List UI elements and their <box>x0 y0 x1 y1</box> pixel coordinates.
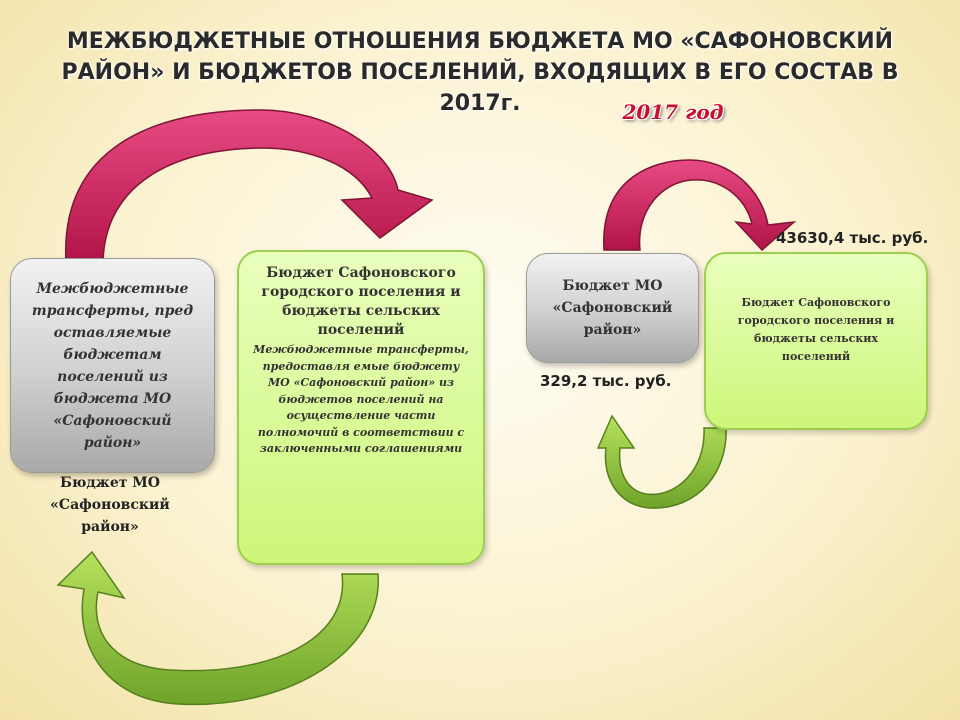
right-settlements-box <box>704 252 928 430</box>
right-district-budget-text: Бюджет МО «Сафоновский район» <box>552 278 673 338</box>
right-green-arrow <box>598 416 726 508</box>
right-settlements-text: Бюджет Сафоновского городского поселения и бюджеты сельских поселений <box>737 296 895 363</box>
year-label: 2017 год <box>622 100 724 124</box>
left-green-arrow <box>58 552 378 704</box>
slide-title: МЕЖБЮДЖЕТНЫЕ ОТНОШЕНИЯ БЮДЖЕТА МО «САФОНОВСКИЙ РАЙОН» И БЮДЖЕТОВ ПОСЕЛЕНИЙ, ВХОДЯЩИХ В ЕГО СОСТАВ В 2017г. <box>61 29 899 116</box>
left-transfers-box <box>10 258 215 473</box>
left-red-arrow <box>66 110 432 262</box>
left-settlements-text: Межбюджетные трансферты, предоставля емые бюджету МО «Сафоновский район» из бюджетов поселений на осуществление части полномочий в соответствии с заключенными соглашениями <box>253 343 469 455</box>
left-settlements-heading: Бюджет Сафоновского городского поселения и бюджеты сельских поселений <box>261 265 461 338</box>
amount-from-settlements: 329,2 тыс. руб. <box>540 372 672 390</box>
amount-to-settlements: 43630,4 тыс. руб. <box>776 229 929 247</box>
right-district-budget-box <box>526 253 699 363</box>
left-budget-label: Бюджет МО «Сафоновский район» <box>50 475 170 535</box>
left-settlements-box <box>237 250 485 565</box>
left-transfers-text: Межбюджетные трансферты, пред оставляемые бюджетам поселений из бюджета МО «Сафоновский район» <box>31 280 194 451</box>
right-red-arrow <box>604 160 794 250</box>
